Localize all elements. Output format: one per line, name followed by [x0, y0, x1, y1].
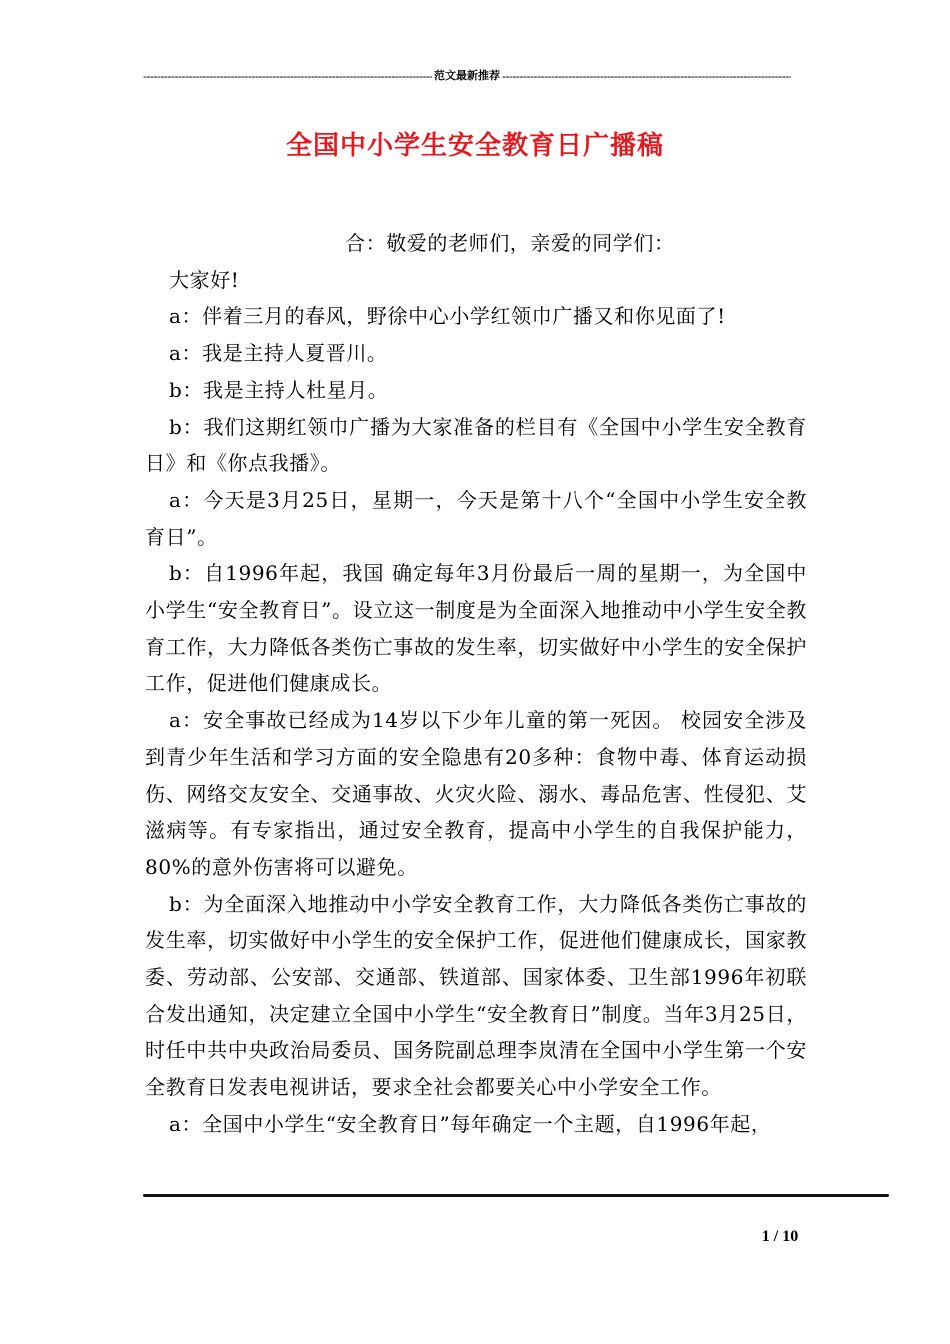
- header-dash-left: [143, 69, 432, 83]
- paragraph: a：我是主持人夏晋川。: [169, 341, 388, 366]
- paragraph: b：自1996年起，我国 确定每年3月份最后一周的星期一，为全国中小学生“安全教育日”。设立这一制度是为全面深入地推动中小学生安全教育工作，大力降低各类伤亡事故的发生率，切实做好中小学生的安全保护工作，促进他们健康成长。: [145, 561, 807, 696]
- paragraph: b：为全面深入地推动中小学安全教育工作，大力降低各类伤亡事故的发生率，切实做好中小学生的安全保护工作，促进他们健康成长，国家教委、劳动部、公安部、交通部、铁道部、国家体委、卫生部1996年初联合发出通知，决定建立全国中小学生“安全教育日”制度。当年3月25日，时任中共中央政治局委员、国务院副总理李岚清在全国中小学生第一个安全教育日发表电视讲话，要求全社会都要关心中小学安全工作。: [145, 891, 807, 1100]
- page-header: [143, 69, 791, 83]
- page-number: 1 / 10: [761, 1228, 799, 1245]
- header-label: 范文最新推荐: [434, 70, 500, 82]
- paragraph: 大家好!: [169, 267, 240, 292]
- paragraph: b：我是主持人杜星月。: [169, 377, 389, 402]
- greeting: 合：敬爱的老师们，亲爱的同学们：: [345, 231, 675, 255]
- paragraph: a：安全事故已经成为14岁以下少年儿童的第一死因。 校园安全涉及到青少年生活和学习方面的安全隐患有20多种：食物中毒、体育运动损伤、网络交友安全、交通事故、火灾火险、溺水、毒品危害、性侵犯、艾滋病等。有专家指出，通过安全教育，提高中小学生的自我保护能力，80%的意外伤害将可以避免。: [145, 708, 807, 879]
- document-body: [145, 225, 807, 1143]
- paragraph: b：我们这期红领巾广播为大家准备的栏目有《全国中小学生安全教育日》和《你点我播》。: [145, 414, 807, 476]
- paragraph: a：全国中小学生“安全教育日”每年确定一个主题，自1996年起，: [169, 1111, 772, 1136]
- header-dash-right: [502, 69, 791, 83]
- paragraph: a：伴着三月的春风，野徐中心小学红领巾广播又和你见面了!: [169, 304, 726, 329]
- footer-rule: [143, 1194, 889, 1197]
- paragraph: a：今天是3月25日，星期一，今天是第十八个“全国中小学生安全教育日”。: [145, 487, 807, 549]
- document-title: 全国中小学生安全教育日广播稿: [285, 131, 664, 161]
